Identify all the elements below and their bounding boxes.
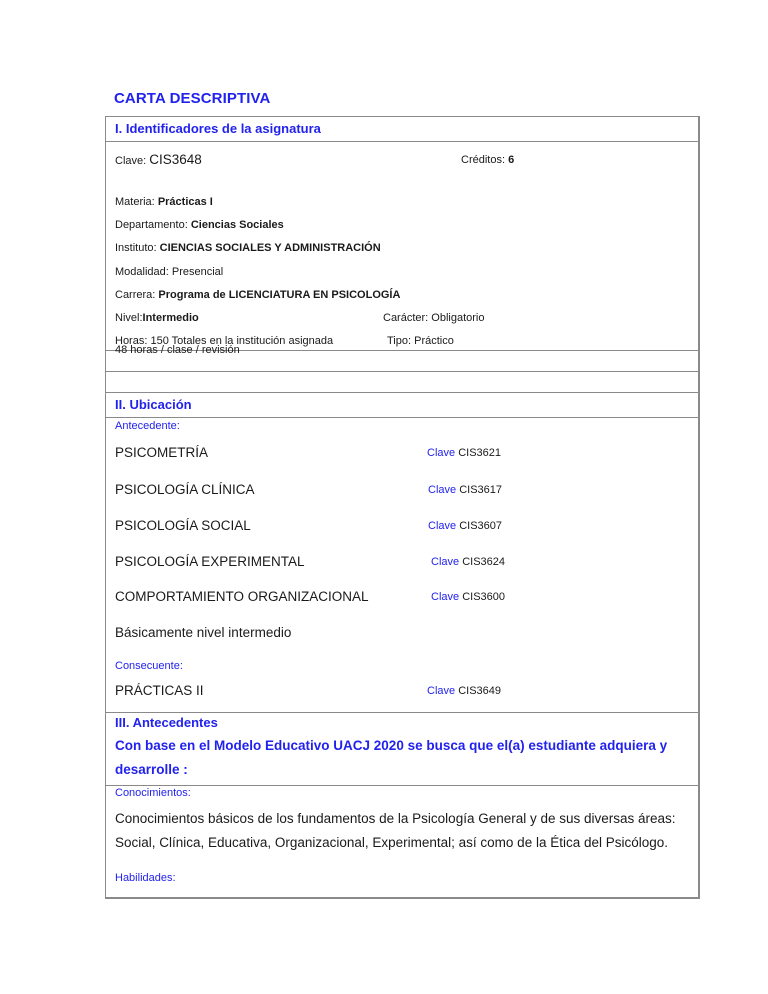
section-ubicacion-body [106, 418, 698, 713]
antecedente-label: Antecedente: [115, 420, 180, 432]
modalidad-field: Modalidad: Presencial [115, 266, 224, 278]
horas-field: Horas: 150 Totales en la institución asignada [115, 335, 334, 347]
section-antecedentes-heading [106, 713, 698, 786]
antecedente-name: COMPORTAMIENTO ORGANIZACIONAL [115, 589, 369, 604]
tipo-field: Tipo: Práctico [387, 335, 454, 347]
section-antecedentes-body [106, 786, 698, 897]
consecuente-clave: Clave CIS3649 [427, 685, 501, 697]
section-identificadores-heading: I. Identificadores de la asignatura [106, 117, 698, 142]
consecuente-name: PRÁCTICAS II [115, 683, 204, 698]
carrera-field: Carrera: Programa de LICENCIATURA EN PSICOLOGÍA [115, 289, 401, 301]
antecedente-name: PSICOLOGÍA EXPERIMENTAL [115, 554, 305, 569]
materia-field: Materia: Prácticas I [115, 196, 213, 208]
horas-detalle-row [106, 344, 698, 372]
antecedente-clave: Clave CIS3617 [428, 484, 502, 496]
antecedente-clave: Clave CIS3624 [431, 556, 505, 568]
creditos-field: Créditos: 6 [461, 154, 515, 166]
nivel-note: Básicamente nivel intermedio [115, 625, 292, 640]
empty-spacer-row [106, 372, 698, 393]
antecedente-name: PSICOLOGÍA CLÍNICA [115, 482, 255, 497]
consecuente-label: Consecuente: [115, 660, 183, 672]
antecedente-name: PSICOLOGÍA SOCIAL [115, 518, 251, 533]
creditos-value: 6 [508, 154, 515, 166]
antecedente-clave: Clave CIS3600 [431, 591, 505, 603]
document-title: CARTA DESCRIPTIVA [114, 90, 271, 107]
section-antecedentes-title: III. Antecedentes [115, 715, 218, 730]
clave-field: Clave: CIS3648 [115, 152, 202, 167]
clave-value: CIS3648 [149, 152, 202, 167]
conocimientos-label: Conocimientos: [115, 787, 191, 799]
instituto-field: Instituto: CIENCIAS SOCIALES Y ADMINISTRACIÓN [115, 242, 381, 254]
habilidades-label: Habilidades: [115, 872, 176, 884]
horas-detalle: 48 horas / clase / revisión [115, 344, 240, 356]
caracter-field: Carácter: Obligatorio [383, 312, 485, 324]
nivel-field: Nivel:Intermedio [115, 312, 199, 324]
section-identificadores-body [106, 142, 698, 351]
conocimientos-text-line1: Conocimientos básicos de los fundamentos de la Psicología General y de sus diversas áreas: [115, 811, 676, 826]
antecedente-clave: Clave CIS3607 [428, 520, 502, 532]
section-ubicacion-heading: II. Ubicación [106, 393, 698, 418]
antecedente-clave: Clave CIS3621 [427, 447, 501, 459]
modelo-educativo-intro-line2: desarrolle : [115, 762, 188, 777]
modelo-educativo-intro-line1: Con base en el Modelo Educativo UACJ 2020 se busca que el(a) estudiante adquiera y [115, 738, 668, 753]
conocimientos-text-line2: Social, Clínica, Educativa, Organizacional, Experimental; así como de la Ética del Psicólogo. [115, 835, 669, 850]
course-description-table [105, 116, 700, 899]
departamento-field: Departamento: Ciencias Sociales [115, 219, 284, 231]
antecedente-name: PSICOMETRÍA [115, 445, 209, 460]
